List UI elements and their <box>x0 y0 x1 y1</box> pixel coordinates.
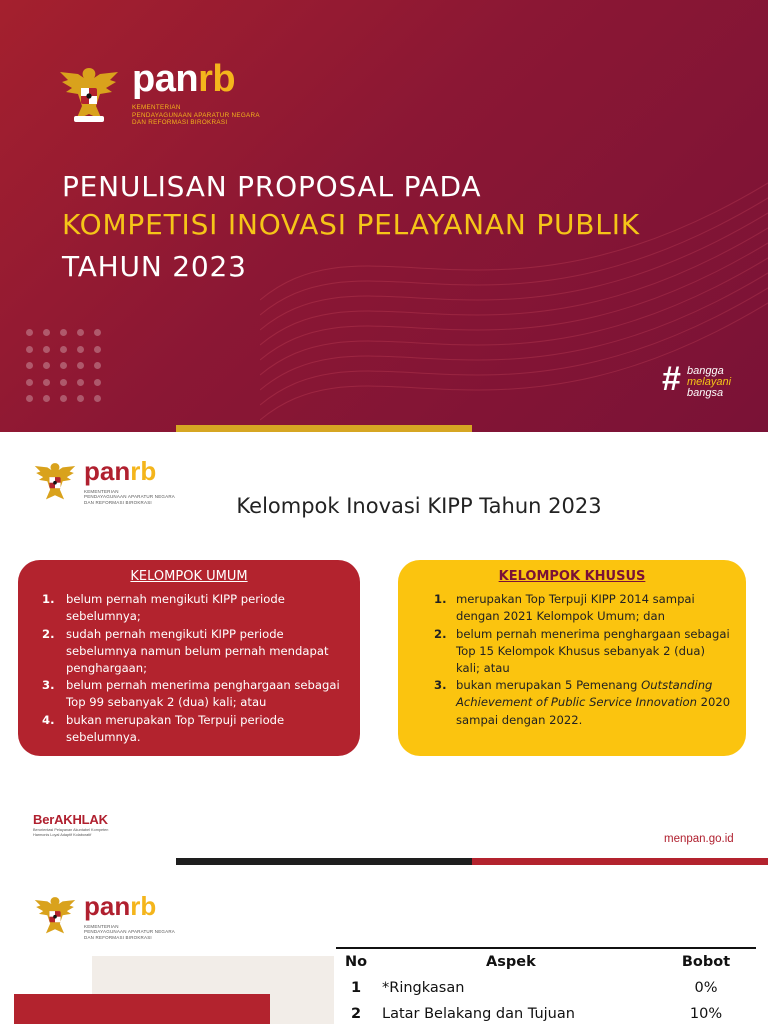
ministry-name: KEMENTERIAN PENDAYAGUNAAN APARATUR NEGARA DAN REFORMASI BIROKRASI <box>84 924 175 940</box>
ministry-name: KEMENTERIAN PENDAYAGUNAAN APARATUR NEGARA DAN REFORMASI BIROKRASI <box>132 104 260 127</box>
aspek-bobot-table <box>336 951 756 1024</box>
list-item: belum pernah mengikuti KIPP periode sebelumnya; <box>66 592 285 624</box>
ministry-name: KEMENTERIAN PENDAYAGUNAAN APARATUR NEGARA DAN REFORMASI BIROKRASI <box>84 489 175 505</box>
card-title: KELOMPOK KHUSUS <box>498 569 646 584</box>
criteria-list <box>32 591 346 746</box>
divider-bar <box>176 858 472 865</box>
slide-heading: Kelompok Inovasi KIPP Tahun 2023 <box>236 494 602 518</box>
list-item: bukan merupakan 5 Pemenang Outstanding Achievement of Public Service Innovation 2020 sampai dengan 2022. <box>456 678 731 727</box>
table-row: 2 Latar Belakang dan Tujuan 10% <box>350 1006 723 1022</box>
kelompok-umum-card <box>18 560 360 756</box>
cover-slide <box>0 0 768 432</box>
cover-title-line2: KOMPETISI INOVASI PELAYANAN PUBLIK <box>62 208 640 241</box>
decorative-block <box>14 994 270 1024</box>
garuda-emblem-icon <box>32 893 78 939</box>
list-item: merupakan Top Terpuji KIPP 2014 sampai dengan 2021 Kelompok Umum; dan <box>456 592 695 624</box>
card-title: KELOMPOK UMUM <box>130 569 248 584</box>
table-top-rule <box>336 947 756 949</box>
list-item: sudah pernah mengikuti KIPP periode sebelumnya namun belum pernah mendapat penghargaan; <box>66 626 329 676</box>
divider-bar <box>176 425 472 432</box>
list-item: belum pernah menerima penghargaan sebagai Top 99 sebanyak 2 (dua) kali; atau <box>66 678 340 710</box>
garuda-emblem-icon <box>56 62 122 128</box>
header-no: No <box>344 954 368 970</box>
list-item: bukan merupakan Top Terpuji periode sebelumnya. <box>66 712 285 744</box>
header-bobot: Bobot <box>681 954 731 970</box>
panrb-logo-text: panrb <box>132 58 236 100</box>
divider-bar <box>472 858 768 865</box>
kelompok-khusus-card <box>398 560 746 756</box>
website-link[interactable]: menpan.go.id <box>664 833 734 845</box>
berakhlak-logo: BerAKHLAK Berorientasi Pelayanan Akuntabel Kompeten Harmonis Loyal Adaptif Kolaboratif <box>33 812 109 837</box>
list-item: belum pernah menerima penghargaan sebagai Top 15 Kelompok Khusus sebanyak 2 (dua) kali; atau <box>456 626 730 676</box>
panrb-logo-text: panrb <box>84 456 157 486</box>
table-row: 1 *Ringkasan 0% <box>350 980 718 996</box>
header-aspek: Aspek <box>486 954 536 970</box>
panrb-logo-text: panrb <box>84 891 157 921</box>
dot-pattern <box>26 329 100 413</box>
table-header-row <box>336 951 756 977</box>
bangga-melayani-bangsa-logo: # bangga melayani bangsa <box>662 360 732 399</box>
cover-title-line3: TAHUN 2023 <box>62 250 247 283</box>
cover-title-line1: PENULISAN PROPOSAL PADA <box>62 170 482 203</box>
criteria-list <box>412 591 732 729</box>
